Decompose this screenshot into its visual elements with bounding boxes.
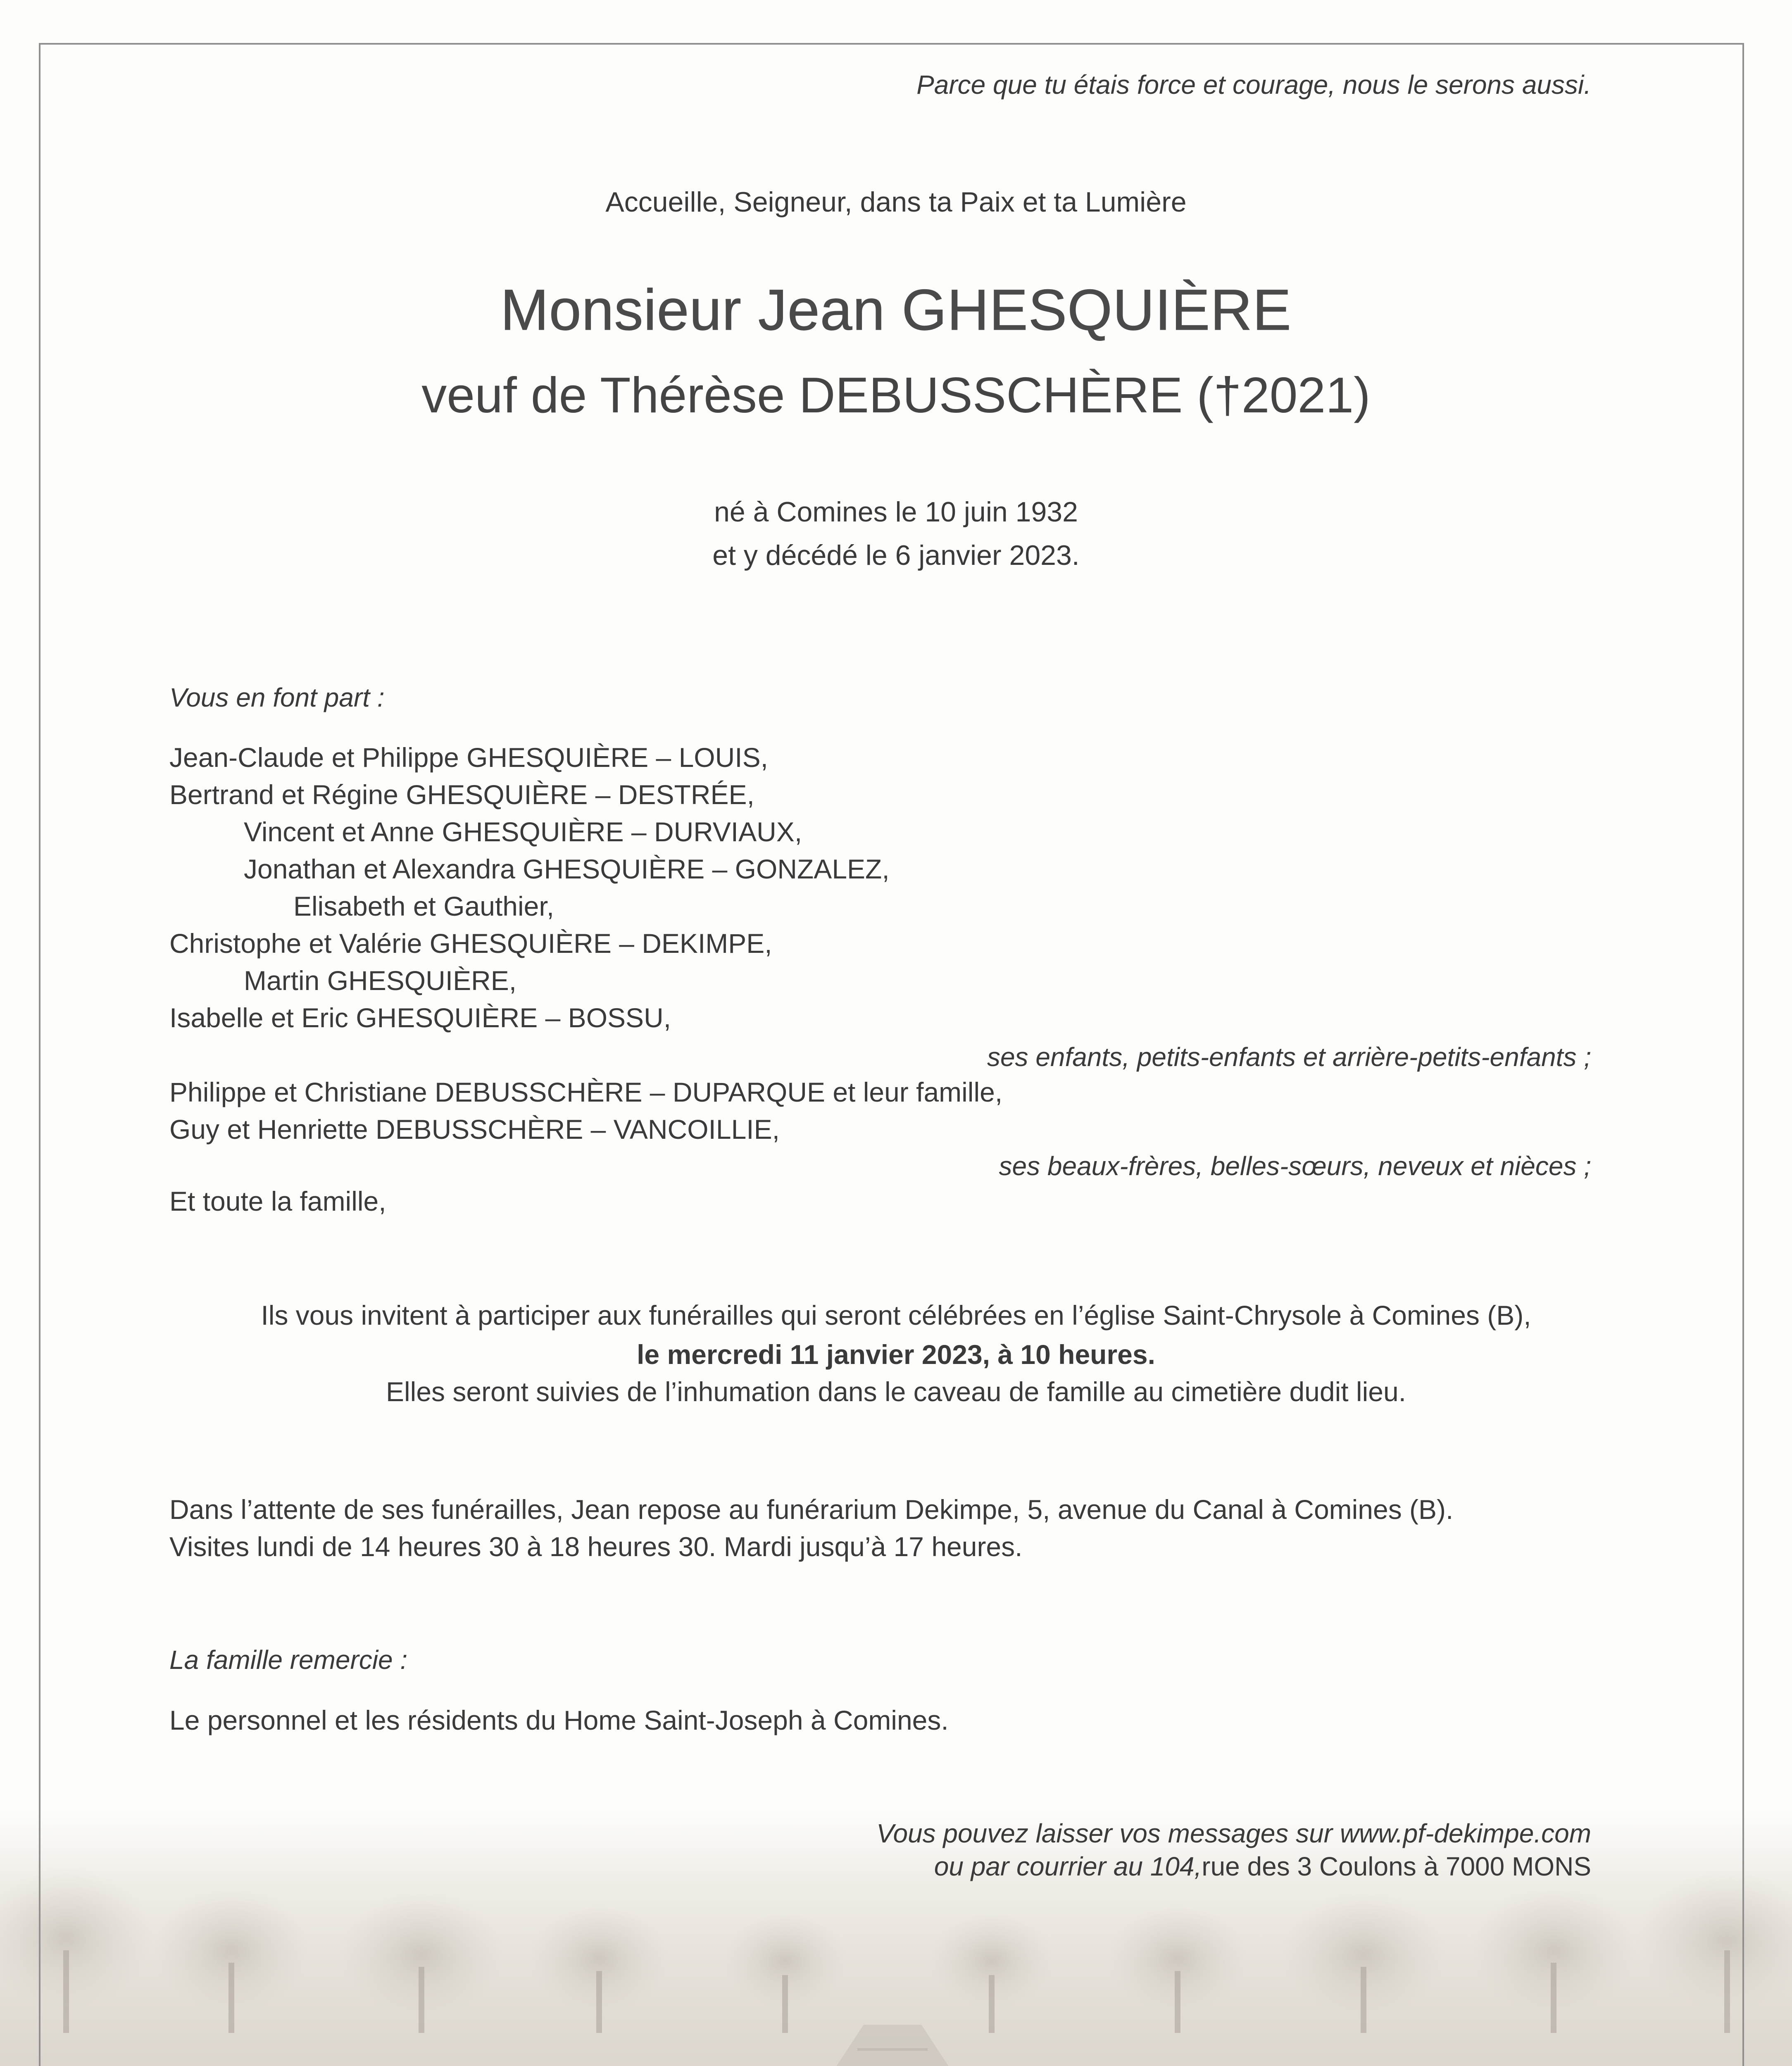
whole-family-line: Et toute la famille, <box>169 1186 386 1216</box>
list-item: Jean-Claude et Philippe GHESQUIÈRE – LOUIS, <box>169 742 769 773</box>
list-item: Jonathan et Alexandra GHESQUIÈRE – GONZALEZ, <box>244 854 890 884</box>
prayer-line: Accueille, Seigneur, dans ta Paix et ta Lumière <box>605 186 1187 218</box>
list-item: Bertrand et Régine GHESQUIÈRE – DESTRÉE, <box>169 779 754 810</box>
visiting-hours: Visites lundi de 14 heures 30 à 18 heures 30. Mardi jusqu’à 17 heures. <box>169 1531 1023 1562</box>
death-line: et y décédé le 6 janvier 2023. <box>712 540 1080 571</box>
epigraph: Parce que tu étais force et courage, nous le serons aussi. <box>916 70 1591 100</box>
thanks-intro: La famille remercie : <box>169 1645 408 1675</box>
deceased-name: Monsieur Jean GHESQUIÈRE <box>500 277 1292 342</box>
list-item: Guy et Henriette DEBUSSCHÈRE – VANCOILLIE, <box>169 1114 780 1145</box>
list-item: Elisabeth et Gauthier, <box>293 891 554 921</box>
messages-line: Vous pouvez laisser vos messages sur www.pf-dekimpe.com <box>876 1818 1591 1848</box>
funeral-invitation: Ils vous invitent à participer aux funérailles qui seront célébrées en l’église Saint-Chrysole à Comines (B), <box>261 1300 1531 1331</box>
announce-intro: Vous en font part : <box>169 683 385 712</box>
spouse-line: veuf de Thérèse DEBUSSCHÈRE (†2021) <box>421 367 1371 423</box>
inlaws-role: ses beaux-frères, belles-sœurs, neveux et nièces ; <box>999 1151 1591 1181</box>
list-item: Christophe et Valérie GHESQUIÈRE – DEKIMPE, <box>169 928 772 959</box>
list-item: Philippe et Christiane DEBUSSCHÈRE – DUPARQUE et leur famille, <box>169 1077 1003 1107</box>
thanks-text: Le personnel et les résidents du Home Saint-Joseph à Comines. <box>169 1705 949 1735</box>
funerarium-line: Dans l’attente de ses funérailles, Jean repose au funérarium Dekimpe, 5, avenue du Canal à Comines (B). <box>169 1494 1454 1525</box>
mail-address: rue des 3 Coulons à 7000 MONS <box>1202 1852 1591 1881</box>
mail-address-intro: ou par courrier au 104, <box>934 1852 1202 1881</box>
mail-address-line <box>934 1853 1591 1880</box>
list-item: Martin GHESQUIÈRE, <box>244 965 517 996</box>
children-role: ses enfants, petits-enfants et arrière-petits-enfants ; <box>987 1042 1591 1072</box>
list-item: Isabelle et Eric GHESQUIÈRE – BOSSU, <box>169 1002 671 1033</box>
funeral-date: le mercredi 11 janvier 2023, à 10 heures. <box>637 1339 1155 1370</box>
burial-line: Elles seront suivies de l’inhumation dans le caveau de famille au cimetière dudit lieu. <box>386 1376 1406 1407</box>
birth-line: né à Comines le 10 juin 1932 <box>714 496 1078 528</box>
list-item: Vincent et Anne GHESQUIÈRE – DURVIAUX, <box>244 816 802 847</box>
